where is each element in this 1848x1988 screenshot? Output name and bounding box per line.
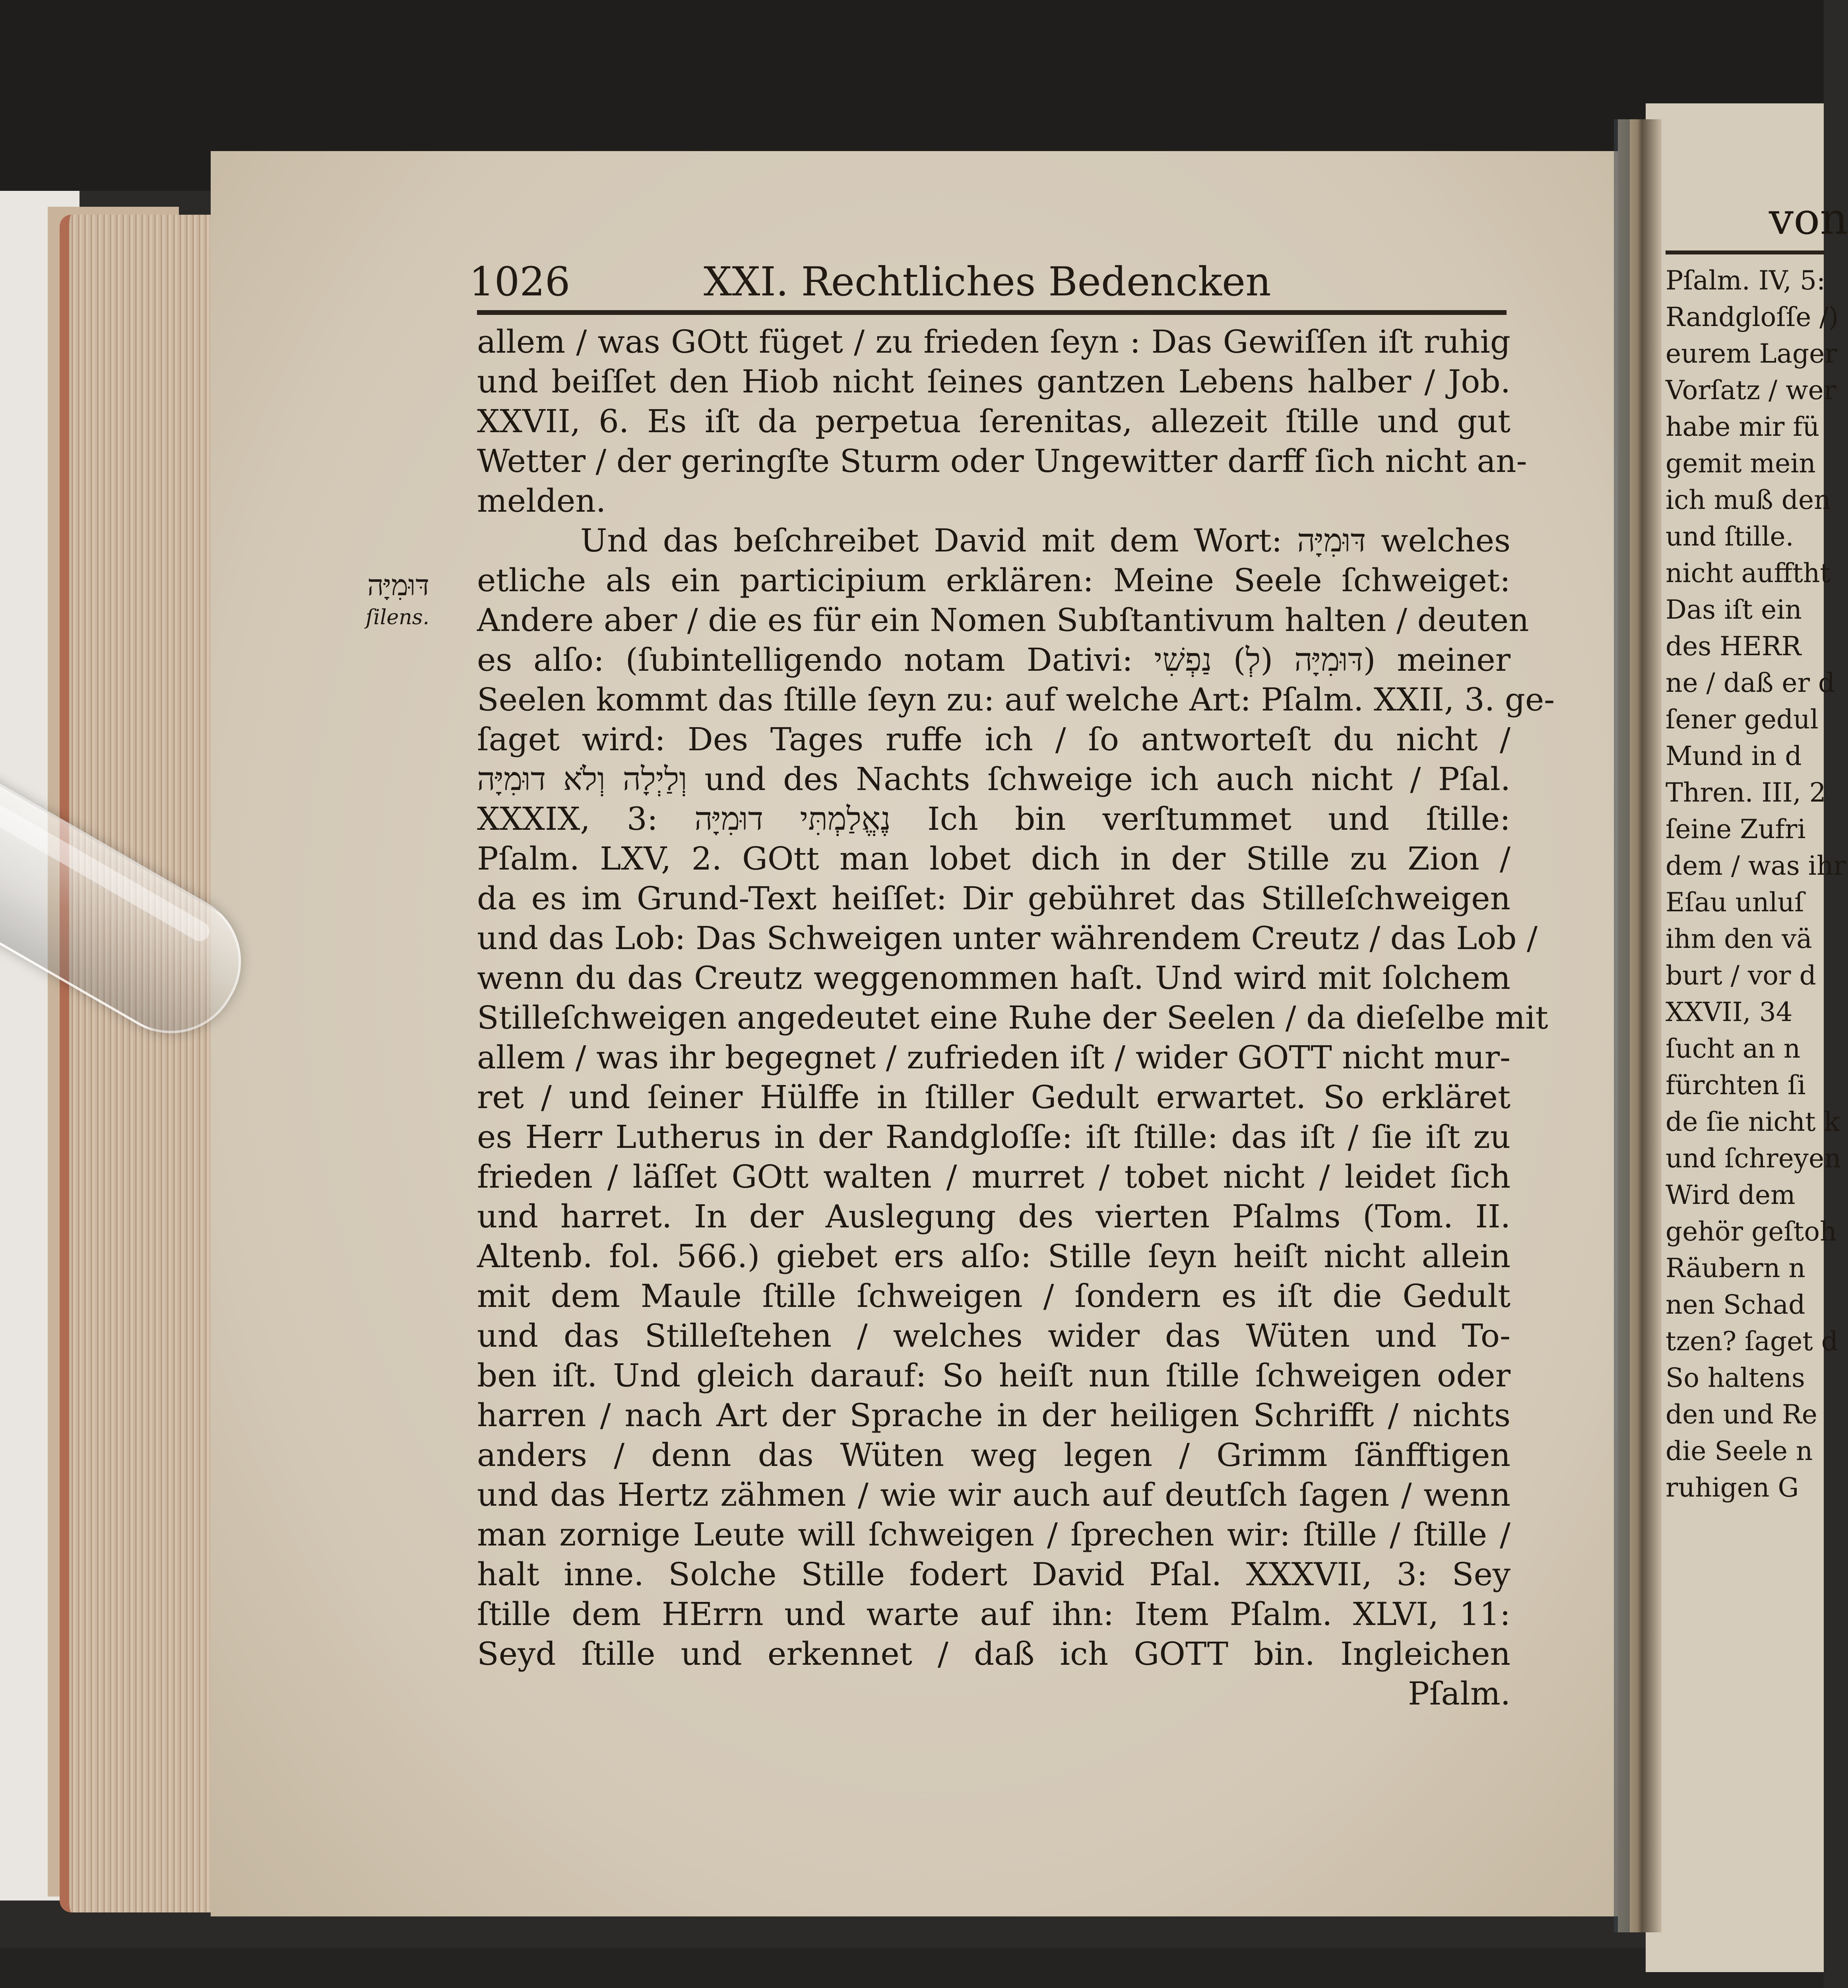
text-line: halt inne. Solche Stille fodert David Pſal. XXXVII, 3: Sey [477, 1556, 1511, 1593]
right-text-line: Vorſatz / wer [1666, 375, 1836, 406]
right-text-line: Wird dem [1666, 1180, 1796, 1210]
text-line: Stilleſchweigen angedeutet eine Ruhe der Seelen / da dieſelbe mit [477, 999, 1548, 1036]
right-running-head: von [1769, 193, 1848, 244]
text-line: harren / nach Art der Sprache in der heiligen Schrifft / nichts [477, 1397, 1511, 1434]
right-text-line: ich muß den [1666, 485, 1831, 515]
right-text-line: So haltens [1666, 1363, 1805, 1393]
text-line: und das Stilleſtehen / welches wider das Wüten und To- [477, 1317, 1511, 1354]
text-line: frieden / läſſet GOtt walten / murret / tobet nicht / leidet ſich [477, 1158, 1511, 1195]
right-text-line: und ſchreyen [1666, 1143, 1841, 1174]
text-line: und beiſſet den Hiob nicht ſeines gantzen Lebens halber / Job. [477, 363, 1511, 400]
right-text-line: tzen? ſaget d [1666, 1326, 1838, 1357]
right-text-line: ſucht an n [1666, 1033, 1801, 1064]
right-text-line: den und Re [1666, 1399, 1817, 1430]
text-line: ſtille dem HErrn und warte auf ihn: Item Pſalm. XLVI, 11: [477, 1596, 1511, 1633]
right-text-line: ruhigen G [1666, 1472, 1799, 1503]
text-line: wenn du das Creutz weggenommen haſt. Und wird mit ſolchem [477, 959, 1511, 996]
text-line: und das Hertz zähmen / wie wir auch auf deutſch ſagen / wenn [477, 1476, 1511, 1513]
margin-hebrew: דּוּמִיָּה [367, 569, 429, 602]
table-surface [0, 1948, 1824, 1988]
right-text-line: Das iſt ein [1666, 594, 1802, 625]
right-text-line: und ſtille. [1666, 521, 1794, 552]
catchword: Pſalm. [1408, 1675, 1511, 1712]
body-text [477, 322, 1555, 1714]
right-text-line: de ſie nicht k [1666, 1107, 1840, 1137]
page-edges [60, 215, 224, 1912]
right-text-line: ſener gedul [1666, 704, 1819, 735]
head-rule [477, 310, 1507, 315]
text-line: Seyd ſtille und erkennet / daß ich GOTT bin. Ingleichen [477, 1635, 1511, 1672]
right-text-line: Pſalm. IV, 5: [1666, 265, 1826, 296]
right-text-line: dem / was ihr [1666, 850, 1846, 881]
right-text-line: burt / vor d [1666, 960, 1816, 991]
text-line: Altenb. fol. 566.) giebet ers alſo: Stille ſeyn heiſt nicht allein [477, 1238, 1511, 1275]
margin-latin: ſilens. [366, 606, 429, 629]
right-text-line: ſeine Zufri [1666, 814, 1806, 845]
text-line: und das Lob: Das Schweigen unter währendem Creutz / das Lob / [477, 920, 1538, 957]
text-line: man zornige Leute will ſchweigen / ſprechen wir: ſtille / ſtille / [477, 1516, 1511, 1553]
text-line: melden. [477, 482, 606, 519]
right-text-line: ihm den vä [1666, 924, 1812, 954]
right-text-line: die Seele n [1666, 1436, 1813, 1466]
right-text-line: habe mir fü [1666, 412, 1820, 442]
text-line: Seelen kommt das ſtille ſeyn zu: auf welche Art: Pſalm. XXII, 3. ge- [477, 681, 1555, 718]
right-text-line: gehör geſtoh [1666, 1216, 1837, 1247]
right-text-line: Mund in d [1666, 741, 1802, 771]
text-line: Und das beſchreibet David mit dem Wort: דּוּמִיָּה welches [580, 522, 1511, 559]
text-line: mit dem Maule ſtille ſchweigen / ſondern es iſt die Gedult [477, 1277, 1511, 1314]
text-line: es Herr Lutherus in der Randgloſſe: iſt ſtille: das iſt / ſie iſt zu [477, 1118, 1511, 1155]
text-line: da es im Grund-Text heiſſet: Dir gebühret das Stilleſchweigen [477, 880, 1511, 917]
text-line: etliche als ein participium erklären: Meine Seele ſchweiget: [477, 562, 1511, 599]
right-text-line: nen Schad [1666, 1289, 1805, 1320]
right-text-line: nicht aufftht [1666, 558, 1831, 588]
binding-edge [1614, 119, 1630, 1932]
right-text-line: XXVII, 34 [1666, 997, 1793, 1027]
right-text-line: eurem Lager [1666, 338, 1837, 369]
text-line: XXXIX, 3: נֶאֱלַמְתִּי דוּמִיָּה Ich bin verſtummet und ſtille: [477, 800, 1511, 837]
right-text-line: gemit mein [1666, 448, 1816, 479]
margin-note [326, 569, 429, 629]
text-line: Wetter / der geringſte Sturm oder Ungewitter darff ſich nicht an- [477, 443, 1527, 480]
right-text-line: des HERR [1666, 631, 1801, 662]
page-number: 1026 [469, 258, 570, 305]
text-line: ſaget wird: Des Tages ruffe ich / ſo antworteſt du nicht / [477, 721, 1511, 758]
right-text-line: Randgloſſe /) [1666, 302, 1839, 332]
running-title: XXI. Rechtliches Bedencken [704, 258, 1271, 305]
text-line: es alſo: (ſubintelligendo notam Dativi: דּוּמִיָּה (לְ) נַפְשִׁי) meiner [477, 641, 1511, 678]
text-line: XXVII, 6. Es iſt da perpetua ſerenitas, allezeit ſtille und gut [477, 403, 1511, 440]
right-head-rule [1666, 250, 1825, 254]
right-text-line: ne / daß er d [1666, 668, 1835, 698]
text-line: Pſalm. LXV, 2. GOtt man lobet dich in der Stille zu Zion / [477, 840, 1511, 877]
right-text-line: Eſau unluſ [1666, 887, 1804, 918]
text-line: ben iſt. Und gleich darauf: So heiſt nun ſtille ſchweigen oder [477, 1357, 1511, 1394]
text-line: und harret. In der Auslegung des vierten Pſalms (Tom. II. [477, 1198, 1511, 1235]
text-line: וְלַיְלָה וְלֹא דוּמִיָּה und des Nachts ſchweige ich auch nicht / Pſal. [477, 761, 1511, 798]
text-line: allem / was GOtt füget / zu frieden ſeyn : Das Gewiſſen iſt ruhig [477, 323, 1511, 360]
right-text-line: fürchten ſi [1666, 1070, 1806, 1101]
text-line: ret / und ſeiner Hülffe in ſtiller Gedult erwartet. So erkläret [477, 1079, 1511, 1116]
right-text-line: Thren. III, 2 [1666, 777, 1826, 808]
text-line: Andere aber / die es für ein Nomen Subſtantivum halten / deuten [477, 602, 1529, 639]
right-text-line: Räubern n [1666, 1253, 1805, 1283]
text-line: anders / denn das Wüten weg legen / Grimm ſänfftigen [477, 1437, 1511, 1474]
text-line: allem / was ihr begegnet / zufrieden iſt / wider GOTT nicht mur- [477, 1039, 1511, 1076]
running-head [469, 254, 1272, 310]
right-page-text [1666, 191, 1848, 1506]
